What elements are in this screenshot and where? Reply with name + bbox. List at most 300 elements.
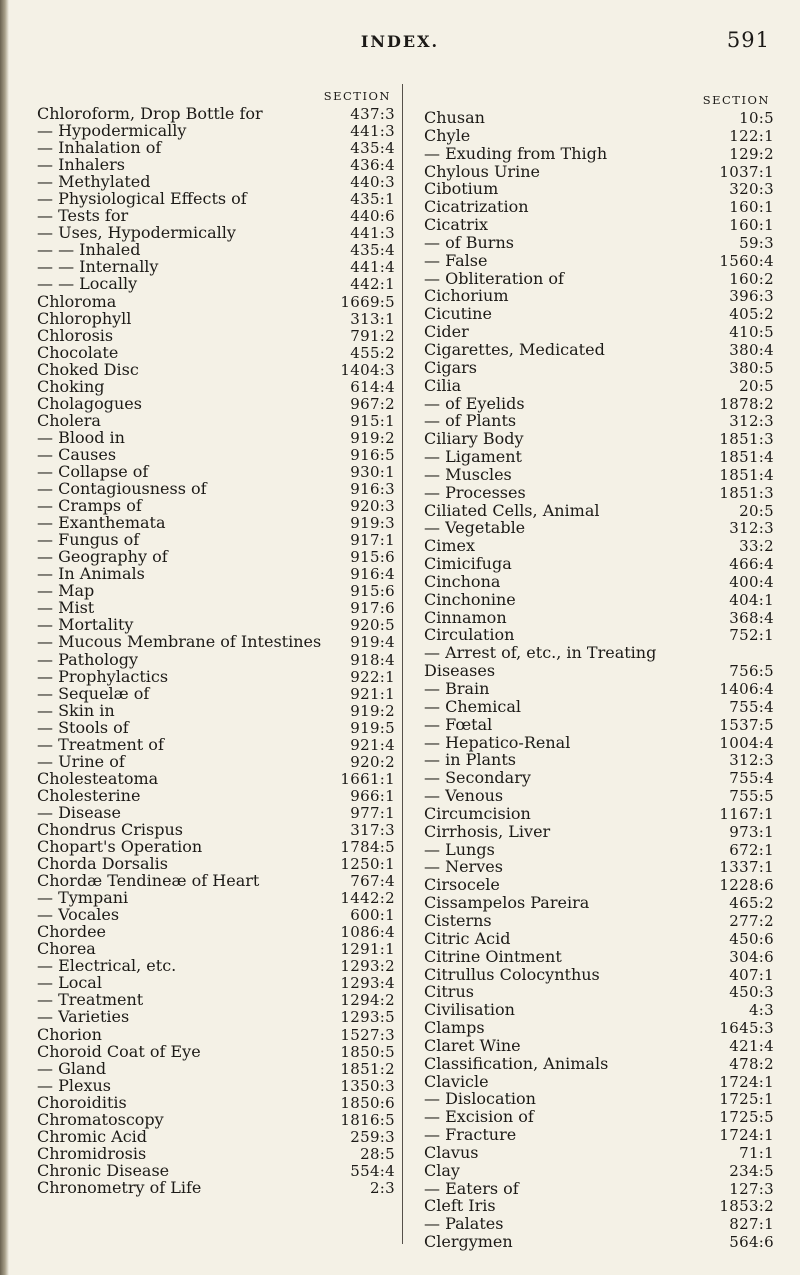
entry-term: Cimicifuga xyxy=(424,554,512,574)
index-entry xyxy=(37,156,395,173)
section-reference: 59:3 xyxy=(739,233,774,252)
section-reference: 396:3 xyxy=(729,287,774,306)
index-entry xyxy=(37,991,395,1008)
index-entry xyxy=(37,633,395,650)
index-entry xyxy=(424,823,774,841)
section-reference: 1851:2 xyxy=(340,1059,395,1078)
index-entry xyxy=(37,565,395,582)
index-entry xyxy=(37,1060,395,1077)
entry-term: — Mist xyxy=(37,598,95,618)
section-reference: 20:5 xyxy=(739,376,774,395)
section-reference: 441:4 xyxy=(350,258,395,277)
section-reference: 160:1 xyxy=(729,198,774,217)
index-entry xyxy=(37,787,395,804)
index-entry xyxy=(424,912,774,930)
index-entry xyxy=(424,1108,774,1126)
section-reference: 122:1 xyxy=(729,126,774,145)
section-reference: 442:1 xyxy=(350,275,395,294)
entry-term: — Hypodermically xyxy=(37,121,187,141)
section-reference: 919:5 xyxy=(350,718,395,737)
index-entry xyxy=(37,855,395,872)
index-entry xyxy=(424,127,774,145)
section-reference: 966:1 xyxy=(350,786,395,805)
index-entry xyxy=(37,395,395,412)
section-reference: 450:6 xyxy=(729,929,774,948)
index-entry xyxy=(424,180,774,198)
index-entry xyxy=(424,502,774,520)
section-reference: 1850:6 xyxy=(340,1093,395,1112)
page-binding-edge xyxy=(0,0,9,1275)
entry-term: Cigarettes, Medicated xyxy=(424,339,605,359)
entry-term: — Tests for xyxy=(37,206,129,226)
section-reference: 435:1 xyxy=(350,190,395,209)
entry-term: — of Eyelids xyxy=(424,393,525,413)
entry-term: — Dislocation xyxy=(424,1089,536,1109)
index-entry xyxy=(424,680,774,698)
entry-term: Cholesterine xyxy=(37,785,141,805)
section-reference: 317:3 xyxy=(350,820,395,839)
section-reference: 127:3 xyxy=(729,1179,774,1198)
index-entry xyxy=(424,216,774,234)
index-entry xyxy=(37,702,395,719)
entry-term: — Map xyxy=(37,581,95,601)
section-reference: 1293:2 xyxy=(340,957,395,976)
section-reference: 234:5 xyxy=(729,1161,774,1180)
entry-term: — Mortality xyxy=(37,615,134,635)
section-reference: 10:5 xyxy=(739,109,774,127)
entry-term: — Uses, Hypodermically xyxy=(37,223,236,243)
section-reference: 380:4 xyxy=(729,340,774,359)
section-reference: 920:3 xyxy=(350,497,395,516)
entry-term: Chronometry of Life xyxy=(37,1177,202,1197)
index-entry xyxy=(37,957,395,974)
index-entry xyxy=(424,341,774,359)
entry-term: Chyle xyxy=(424,125,471,145)
entry-term: Classification, Animals xyxy=(424,1053,609,1073)
section-reference: 1724:1 xyxy=(719,1072,774,1091)
section-reference: 1004:4 xyxy=(719,733,774,752)
entry-term: Cicatrization xyxy=(424,197,529,217)
index-entry xyxy=(424,519,774,537)
section-reference: 1725:1 xyxy=(719,1090,774,1109)
index-entry xyxy=(37,804,395,821)
index-entry xyxy=(37,241,395,258)
index-entry xyxy=(37,497,395,514)
index-entry xyxy=(424,1162,774,1180)
section-reference: 1724:1 xyxy=(719,1126,774,1145)
index-entry xyxy=(37,361,395,378)
section-reference: 1086:4 xyxy=(340,923,395,942)
index-entry xyxy=(37,753,395,770)
entry-term: — Muscles xyxy=(424,464,512,484)
index-entry xyxy=(424,769,774,787)
entry-term: Cissampelos Pareira xyxy=(424,893,590,913)
index-entry xyxy=(37,122,395,139)
entry-term: — Physiological Effects of xyxy=(37,189,247,209)
entry-term: Cigars xyxy=(424,357,477,377)
index-entry xyxy=(424,359,774,377)
section-reference: 1291:1 xyxy=(340,940,395,959)
entry-term: Chylous Urine xyxy=(424,161,540,181)
section-reference: 465:2 xyxy=(729,894,774,913)
entry-term: — Geography of xyxy=(37,547,168,567)
index-entry xyxy=(37,429,395,446)
index-entry xyxy=(37,1077,395,1094)
section-reference: 755:5 xyxy=(729,787,774,806)
entry-term: Chopart's Operation xyxy=(37,837,203,857)
section-reference: 478:2 xyxy=(729,1054,774,1073)
section-reference: 915:1 xyxy=(350,411,395,430)
entry-term: — Collapse of xyxy=(37,461,149,481)
entry-term: — Arrest of, etc., in Treating xyxy=(424,643,657,663)
section-reference: 1293:4 xyxy=(340,974,395,993)
section-reference: 755:4 xyxy=(729,769,774,788)
section-reference: 259:3 xyxy=(350,1127,395,1146)
index-entry xyxy=(424,930,774,948)
index-entry xyxy=(424,734,774,752)
index-entry xyxy=(37,446,395,463)
section-reference: 410:5 xyxy=(729,323,774,342)
section-reference: 28:5 xyxy=(360,1144,395,1163)
index-entry xyxy=(424,966,774,984)
entry-term: Chloroform, Drop Bottle for xyxy=(37,104,263,123)
index-entry xyxy=(37,190,395,207)
entry-term: Circumcision xyxy=(424,803,531,823)
entry-term: Choked Disc xyxy=(37,359,139,379)
entry-term: — Gland xyxy=(37,1058,107,1078)
entry-term: — Tympani xyxy=(37,888,129,908)
section-reference: 791:2 xyxy=(350,326,395,345)
index-entry xyxy=(37,616,395,633)
entry-term: — Cramps of xyxy=(37,496,142,516)
index-entry xyxy=(37,651,395,668)
entry-term: — Excision of xyxy=(424,1107,534,1127)
index-entry xyxy=(37,1179,395,1196)
entry-term: Clergymen xyxy=(424,1232,513,1252)
section-reference: 404:1 xyxy=(729,590,774,609)
section-reference: 973:1 xyxy=(729,822,774,841)
entry-term: — Nerves xyxy=(424,857,503,877)
index-entry xyxy=(424,591,774,609)
section-reference: 440:6 xyxy=(350,207,395,226)
section-reference: 1851:3 xyxy=(719,430,774,449)
entry-term: — Processes xyxy=(424,482,526,502)
entry-term: — in Plants xyxy=(424,750,516,770)
index-entry xyxy=(424,234,774,252)
index-entry xyxy=(37,668,395,685)
entry-term: — Sequelæ of xyxy=(37,683,150,703)
section-reference: 920:2 xyxy=(350,752,395,771)
entry-term: — Varieties xyxy=(37,1007,130,1027)
index-entry xyxy=(424,395,774,413)
index-entry xyxy=(424,1144,774,1162)
section-reference: 71:1 xyxy=(739,1143,774,1162)
index-entry xyxy=(37,310,395,327)
entry-term: — Contagiousness of xyxy=(37,479,207,499)
index-entry xyxy=(37,770,395,787)
section-reference: 400:4 xyxy=(729,572,774,591)
index-entry xyxy=(37,480,395,497)
section-heading: SECTION xyxy=(702,93,770,107)
index-entry xyxy=(424,555,774,573)
index-entry xyxy=(424,145,774,163)
index-entry xyxy=(424,448,774,466)
section-reference: 1293:5 xyxy=(340,1008,395,1027)
index-entry xyxy=(37,872,395,889)
section-reference: 1337:1 xyxy=(719,858,774,877)
index-entry xyxy=(424,983,774,1001)
index-entry xyxy=(37,463,395,480)
index-entry xyxy=(424,626,774,644)
index-entry xyxy=(424,109,774,127)
index-entry xyxy=(37,974,395,991)
entry-term: Chorea xyxy=(37,939,96,959)
index-entry xyxy=(424,1090,774,1108)
entry-term: Cirrhosis, Liver xyxy=(424,821,551,841)
entry-term: Claret Wine xyxy=(424,1035,521,1055)
entry-term: Cirsocele xyxy=(424,875,500,895)
section-reference: 1851:3 xyxy=(719,483,774,502)
entry-term: Chloroma xyxy=(37,291,117,311)
section-reference: 440:3 xyxy=(350,173,395,192)
index-entry xyxy=(37,412,395,429)
index-entry xyxy=(37,1008,395,1025)
index-entry xyxy=(424,751,774,769)
index-entry xyxy=(37,1145,395,1162)
section-reference: 1228:6 xyxy=(719,876,774,895)
section-reference: 767:4 xyxy=(350,872,395,891)
section-reference: 20:5 xyxy=(739,501,774,520)
index-entry xyxy=(37,207,395,224)
section-reference: 1853:2 xyxy=(719,1197,774,1216)
index-entry xyxy=(424,270,774,288)
entry-term: Citrine Ointment xyxy=(424,946,562,966)
section-reference: 920:5 xyxy=(350,616,395,635)
section-reference: 441:3 xyxy=(350,122,395,141)
index-entry xyxy=(37,531,395,548)
entry-term: Chondrus Crispus xyxy=(37,819,183,839)
entry-term: Cholesteatoma xyxy=(37,768,159,788)
index-entry xyxy=(37,548,395,565)
index-entry xyxy=(424,876,774,894)
entry-term: Chromic Acid xyxy=(37,1126,148,1146)
page-title: INDEX. xyxy=(360,32,440,51)
section-reference: 916:5 xyxy=(350,445,395,464)
entry-term: Choroiditis xyxy=(37,1092,127,1112)
index-entry xyxy=(37,940,395,957)
entry-term: — Prophylactics xyxy=(37,666,169,686)
section-reference: 916:4 xyxy=(350,565,395,584)
section-reference: 1037:1 xyxy=(719,162,774,181)
index-entry xyxy=(37,685,395,702)
entry-term: — Obliteration of xyxy=(424,268,564,288)
index-entry xyxy=(37,1111,395,1128)
entry-term: Cimex xyxy=(424,536,476,556)
index-entry xyxy=(37,582,395,599)
entry-term: — Treatment of xyxy=(37,734,164,754)
entry-term: — Hepatico-Renal xyxy=(424,732,571,752)
index-entry xyxy=(37,1026,395,1043)
index-entry xyxy=(37,1043,395,1060)
section-reference: 466:4 xyxy=(729,555,774,574)
entry-term: Cicutine xyxy=(424,304,492,324)
section-reference: 455:2 xyxy=(350,343,395,362)
entry-term: Cilia xyxy=(424,375,462,395)
entry-term: — Ligament xyxy=(424,447,522,467)
section-reference: 160:1 xyxy=(729,216,774,235)
index-entry-list xyxy=(37,105,395,1196)
index-entry xyxy=(424,573,774,591)
index-entry xyxy=(37,1162,395,1179)
section-reference: 1537:5 xyxy=(719,715,774,734)
entry-term: — Vocales xyxy=(37,905,120,925)
section-reference: 1560:4 xyxy=(719,251,774,270)
entry-term: — Causes xyxy=(37,444,117,464)
index-entry xyxy=(37,838,395,855)
entry-term: — Fœtal xyxy=(424,714,493,734)
index-entry xyxy=(37,514,395,531)
index-entry xyxy=(37,105,395,122)
section-reference: 1527:3 xyxy=(340,1025,395,1044)
section-reference: 922:1 xyxy=(350,667,395,686)
index-entry xyxy=(37,906,395,923)
entry-term: Chronic Disease xyxy=(37,1160,170,1180)
section-reference: 407:1 xyxy=(729,965,774,984)
entry-term: Clay xyxy=(424,1160,460,1180)
index-entry xyxy=(424,1126,774,1144)
entry-term: — — Internally xyxy=(37,257,159,277)
entry-term: Diseases xyxy=(424,661,496,681)
entry-term: — Blood in xyxy=(37,427,125,447)
section-reference: 1661:1 xyxy=(340,769,395,788)
entry-term: Ciliated Cells, Animal xyxy=(424,500,600,520)
section-reference: 921:4 xyxy=(350,735,395,754)
section-reference: 320:3 xyxy=(729,180,774,199)
index-entry xyxy=(424,948,774,966)
index-entry xyxy=(424,698,774,716)
section-reference: 1645:3 xyxy=(719,1019,774,1038)
section-reference: 921:1 xyxy=(350,684,395,703)
index-entry xyxy=(37,139,395,156)
index-entry xyxy=(424,805,774,823)
entry-term: — Skin in xyxy=(37,700,115,720)
entry-term: — Fungus of xyxy=(37,530,140,550)
index-entry xyxy=(424,305,774,323)
section-reference: 1851:4 xyxy=(719,448,774,467)
index-entry xyxy=(424,412,774,430)
entry-term: Chromidrosis xyxy=(37,1143,147,1163)
index-entry xyxy=(37,599,395,616)
entry-term: Citrullus Colocynthus xyxy=(424,964,600,984)
entry-term: — Exuding from Thigh xyxy=(424,143,608,163)
section-reference: 1851:4 xyxy=(719,465,774,484)
section-reference: 33:2 xyxy=(739,537,774,556)
index-entry xyxy=(424,430,774,448)
index-entry xyxy=(37,821,395,838)
section-reference: 930:1 xyxy=(350,462,395,481)
entry-term: — Stools of xyxy=(37,717,129,737)
index-entry xyxy=(424,787,774,805)
entry-term: Cicatrix xyxy=(424,215,489,235)
entry-term: Ciliary Body xyxy=(424,429,524,449)
section-reference: 435:4 xyxy=(350,241,395,260)
index-entry xyxy=(37,344,395,361)
section-reference: 421:4 xyxy=(729,1036,774,1055)
section-reference: 277:2 xyxy=(729,911,774,930)
entry-term: — Exanthemata xyxy=(37,513,166,533)
entry-term: — Eaters of xyxy=(424,1178,519,1198)
index-entry xyxy=(37,736,395,753)
section-reference: 436:4 xyxy=(350,156,395,175)
index-entry xyxy=(424,1215,774,1233)
section-reference: 1816:5 xyxy=(340,1110,395,1129)
entry-term: — — Inhaled xyxy=(37,240,141,260)
index-entry xyxy=(424,1197,774,1215)
entry-term: Cleft Iris xyxy=(424,1196,496,1216)
section-reference: 755:4 xyxy=(729,697,774,716)
index-entry xyxy=(424,1055,774,1073)
section-reference: 437:3 xyxy=(350,105,395,123)
entry-term: — Brain xyxy=(424,679,490,698)
index-entry xyxy=(37,889,395,906)
section-reference: 756:5 xyxy=(729,662,774,681)
index-entry xyxy=(424,323,774,341)
index-entry xyxy=(424,644,774,662)
section-reference: 827:1 xyxy=(729,1215,774,1234)
entry-term: — Palates xyxy=(424,1214,504,1234)
entry-term: Cibotium xyxy=(424,179,499,199)
index-column-left xyxy=(37,88,395,1196)
entry-term: — Vegetable xyxy=(424,518,526,538)
entry-term: — of Plants xyxy=(424,411,517,431)
index-entry xyxy=(424,1019,774,1037)
entry-term: Chlorophyll xyxy=(37,308,132,328)
index-entry xyxy=(424,377,774,395)
section-reference: 129:2 xyxy=(729,144,774,163)
entry-term: — — Locally xyxy=(37,274,138,294)
entry-term: — of Burns xyxy=(424,232,514,252)
section-reference: 435:4 xyxy=(350,139,395,158)
entry-term: Choking xyxy=(37,376,105,396)
entry-term: — Inhalation of xyxy=(37,138,162,158)
entry-term: Cisterns xyxy=(424,910,492,930)
section-reference: 1669:5 xyxy=(340,292,395,311)
index-entry xyxy=(424,1037,774,1055)
section-reference: 919:2 xyxy=(350,428,395,447)
entry-term: Cinchonine xyxy=(424,589,516,609)
section-reference: 919:4 xyxy=(350,633,395,652)
section-reference: 368:4 xyxy=(729,608,774,627)
index-entry xyxy=(37,275,395,292)
section-reference: 967:2 xyxy=(350,394,395,413)
index-entry xyxy=(424,287,774,305)
section-reference: 918:4 xyxy=(350,650,395,669)
entry-term: — False xyxy=(424,250,488,270)
entry-term: — Fracture xyxy=(424,1125,517,1145)
section-reference: 919:3 xyxy=(350,514,395,533)
index-entry xyxy=(37,173,395,190)
section-reference: 600:1 xyxy=(350,906,395,925)
entry-term: Cider xyxy=(424,322,469,342)
section-reference: 1725:5 xyxy=(719,1108,774,1127)
section-reference: 917:6 xyxy=(350,599,395,618)
entry-term: — Electrical, etc. xyxy=(37,956,177,976)
entry-term: — Venous xyxy=(424,786,504,806)
section-reference: 1784:5 xyxy=(340,838,395,857)
index-entry xyxy=(424,537,774,555)
entry-term: Clavus xyxy=(424,1142,479,1162)
section-reference: 304:6 xyxy=(729,947,774,966)
